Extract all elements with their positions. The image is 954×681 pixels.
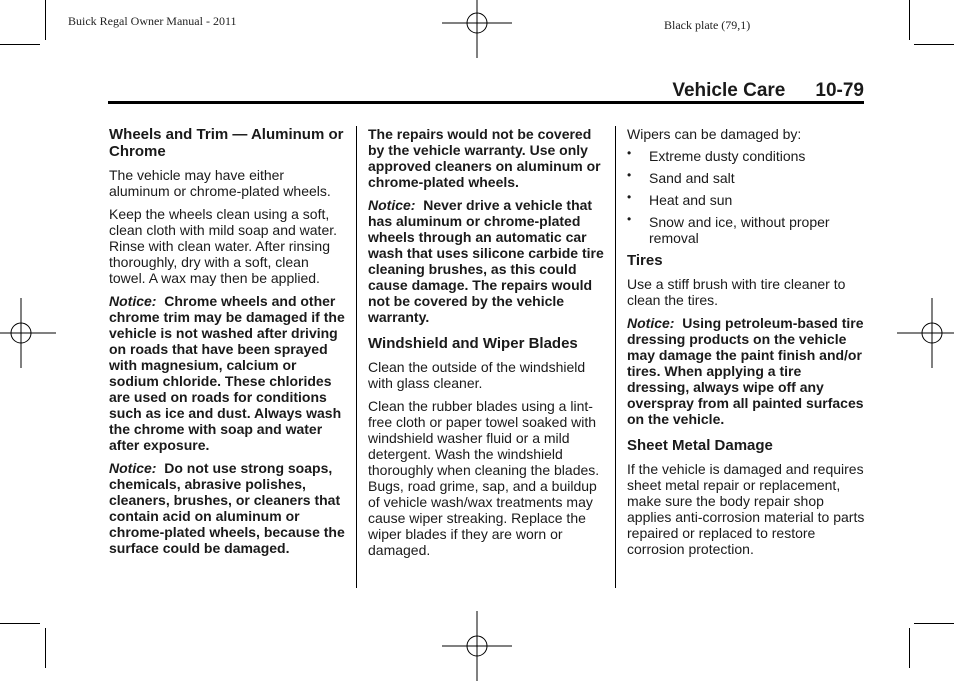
registration-mark-icon	[897, 298, 954, 368]
paragraph: If the vehicle is damaged and requires sheet metal repair or replacement, make sure the body repair shop applies anti-corrosion material to parts repaired or replaced to restore corrosion protection.	[627, 461, 865, 557]
registration-mark-icon	[442, 611, 512, 681]
header-rule	[108, 101, 864, 104]
tires-heading: Tires	[627, 252, 663, 269]
crop-mark	[914, 44, 954, 45]
list-item: • Heat and sun	[627, 192, 865, 208]
crop-mark	[909, 628, 910, 668]
column-divider	[615, 126, 616, 588]
crop-mark	[0, 44, 40, 45]
windshield-heading: Windshield and Wiper Blades	[368, 335, 578, 352]
notice-label: Notice:	[109, 293, 157, 309]
notice-label: Notice:	[109, 460, 157, 476]
crop-mark	[45, 628, 46, 668]
crop-mark	[0, 623, 40, 624]
column-3	[627, 126, 865, 564]
crop-mark	[45, 0, 46, 40]
column-divider	[356, 126, 357, 588]
column-2	[368, 126, 606, 565]
manual-title: Buick Regal Owner Manual - 2011	[68, 14, 237, 28]
registration-mark-icon	[442, 0, 512, 58]
crop-mark	[914, 623, 954, 624]
page-number: 10-79	[815, 80, 864, 101]
paragraph: The vehicle may have either aluminum or chrome-plated wheels.	[109, 167, 331, 199]
paragraph: Use a stiff brush with tire cleaner to clean the tires.	[627, 276, 846, 308]
notice-block	[627, 315, 865, 427]
warranty-paragraph: The repairs would not be covered by the vehicle warranty. Use only approved cleaners on aluminum or chrome-plated wheels.	[368, 126, 601, 190]
notice-label: Notice:	[368, 197, 416, 213]
notice-text: Chrome wheels and other chrome trim may be damaged if the vehicle is not washed after driving on roads that have been sprayed with magnesium, calcium or sodium chloride. These chlorides are used on roads for conditions such as ice and dust. Always wash the chrome with soap and water after exposure.	[109, 293, 345, 453]
paragraph: Clean the outside of the windshield with glass cleaner.	[368, 359, 586, 391]
paragraph: Clean the rubber blades using a lint-free cloth or paper towel soaked with windshield washer fluid or a mild detergent. Wash the windshield thoroughly when cleaning the blades. Bugs, road grime, sap, and a buildup of vehicle wash/wax treatments may cause wiper streaking. Replace the wiper blades if they are worn or damaged.	[368, 398, 600, 558]
notice-block	[109, 460, 347, 556]
sheet-metal-heading: Sheet Metal Damage	[627, 437, 773, 454]
notice-block	[368, 197, 606, 325]
plate-label: Black plate (79,1)	[664, 18, 751, 32]
paragraph: Wipers can be damaged by:	[627, 126, 802, 142]
wheels-heading: Wheels and Trim — Aluminum or Chrome	[109, 126, 344, 160]
column-1	[109, 126, 347, 563]
list-item: • Extreme dusty conditions	[627, 148, 865, 164]
notice-text: Never drive a vehicle that has aluminum or chrome-plated wheels through an automatic car wash that uses silicone carbide tire cleaning brushes, as this could cause damage. The repairs would not be covered by the vehicle warranty.	[368, 197, 604, 325]
crop-mark	[909, 0, 910, 40]
wiper-damage-list	[627, 148, 865, 246]
list-item: • Snow and ice, without proper removal	[627, 214, 865, 246]
registration-mark-icon	[0, 298, 56, 368]
section-header	[672, 80, 864, 102]
section-title: Vehicle Care	[672, 80, 786, 101]
notice-text: Using petroleum-based tire dressing products on the vehicle may damage the paint finish and/or tires. When applying a tire dressing, always wipe off any overspray from all painted surfaces on the vehicle.	[627, 315, 864, 427]
notice-block	[109, 293, 347, 453]
notice-label: Notice:	[627, 315, 675, 331]
list-item: • Sand and salt	[627, 170, 865, 186]
paragraph: Keep the wheels clean using a soft, clean cloth with mild soap and water. Rinse with clean water. After rinsing thoroughly, dry with a soft, clean towel. A wax may then be applied.	[109, 206, 338, 286]
notice-text: Do not use strong soaps, chemicals, abrasive polishes, cleaners, brushes, or cleaners that contain acid on aluminum or chrome-plated wheels, because the surface could be damaged.	[109, 460, 345, 556]
